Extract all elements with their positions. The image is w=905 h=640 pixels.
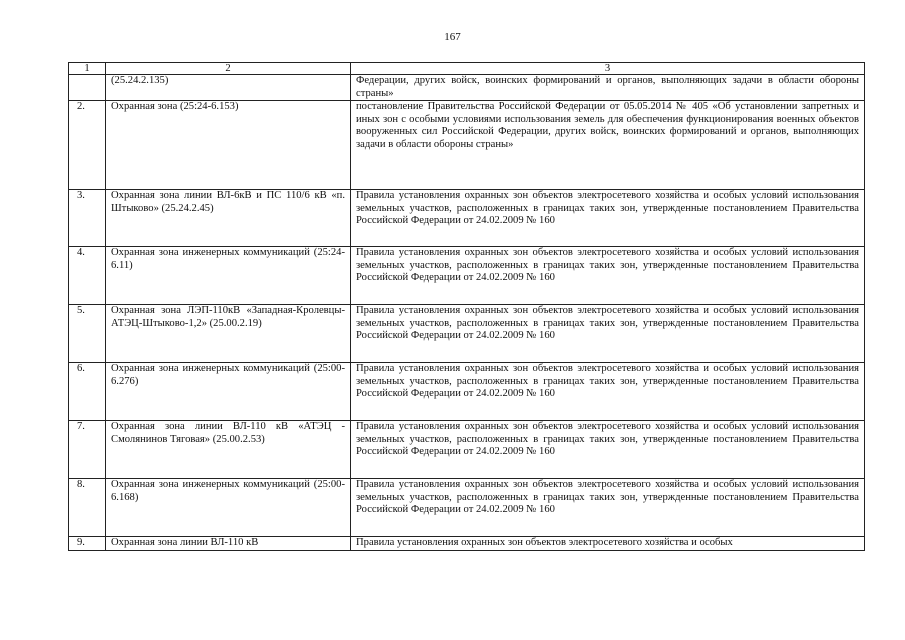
column-header-2: 2 — [106, 63, 351, 75]
legal-basis: Правила установления охранных зон объектов электросетевого хозяйства и особых условий использования земельных участков, расположенных в границах таких зон, утвержденные постановлением Правительства Российской Федерации от 24.02.2009 № 160 — [351, 305, 865, 363]
zone-name-cell — [106, 537, 351, 551]
zone-name: Охранная зона инженерных коммуникаций (25:00-6.168) — [106, 479, 351, 537]
table-row — [69, 479, 865, 537]
row-number: 7. — [69, 421, 106, 479]
table-row — [69, 190, 865, 247]
column-header-1: 1 — [69, 63, 106, 75]
table-row — [69, 247, 865, 305]
zone-name: (25.24.2.135) — [106, 75, 351, 101]
legal-basis: Правила установления охранных зон объектов электросетевого хозяйства и особых условий использования земельных участков, расположенных в границах таких зон, утвержденные постановлением Правительства Российской Федерации от 24.02.2009 № 160 — [351, 421, 865, 479]
row-number: 5. — [69, 305, 106, 363]
legal-basis: Правила установления охранных зон объектов электросетевого хозяйства и особых условий использования земельных участков, расположенных в границах таких зон, утвержденные постановлением Правительства Российской Федерации от 24.02.2009 № 160 — [351, 190, 865, 247]
row-number: 2. — [69, 101, 106, 190]
legal-basis: Федерации, других войск, воинских формирований и органов, выполняющих задачи в области обороны страны» — [351, 75, 865, 101]
row-number: 8. — [69, 479, 106, 537]
table-row — [69, 421, 865, 479]
zones-table — [68, 62, 865, 551]
legal-basis-cell — [351, 537, 865, 551]
row-number — [69, 75, 106, 101]
table-row — [69, 101, 865, 190]
table-row — [69, 363, 865, 421]
row-number: 6. — [69, 363, 106, 421]
legal-basis: Правила установления охранных зон объектов электросетевого хозяйства и особых условий использования земельных участков, расположенных в границах таких зон, утвержденные постановлением Правительства Российской Федерации от 24.02.2009 № 160 — [351, 247, 865, 305]
zone-name: Охранная зона (25:24-6.153) — [106, 101, 351, 190]
row-number: 4. — [69, 247, 106, 305]
zone-name: Охранная зона ЛЭП-110кВ «Западная-Кролевцы-АТЭЦ-Штыково-1,2» (25.00.2.19) — [106, 305, 351, 363]
table-row — [69, 75, 865, 101]
zone-name: Охранная зона инженерных коммуникаций (25:24-6.11) — [106, 247, 351, 305]
row-number: 3. — [69, 190, 106, 247]
legal-basis: Правила установления охранных зон объектов электросетевого хозяйства и особых — [356, 537, 733, 548]
legal-basis: Правила установления охранных зон объектов электросетевого хозяйства и особых условий использования земельных участков, расположенных в границах таких зон, утвержденные постановлением Правительства Российской Федерации от 24.02.2009 № 160 — [351, 479, 865, 537]
legal-basis: постановление Правительства Российской Федерации от 05.05.2014 № 405 «Об установлении запретных и иных зон с особыми условиями использования земель для обеспечения функционирования военных объектов вооруженных сил Российской Федерации, других войск, воинских формирований и органов, выполняющих задачи в области обороны страны» — [351, 101, 865, 190]
table-header-row — [69, 63, 865, 75]
row-number: 9. — [69, 537, 106, 551]
table-row — [69, 305, 865, 363]
zone-name: Охранная зона линии ВЛ-6кВ и ПС 110/6 кВ «п. Штыково» (25.24.2.45) — [106, 190, 351, 247]
legal-basis: Правила установления охранных зон объектов электросетевого хозяйства и особых условий использования земельных участков, расположенных в границах таких зон, утвержденные постановлением Правительства Российской Федерации от 24.02.2009 № 160 — [351, 363, 865, 421]
zone-name: Охранная зона линии ВЛ-110 кВ «АТЭЦ - Смолянинов Тяговая» (25.00.2.53) — [106, 421, 351, 479]
page-number: 167 — [444, 31, 461, 43]
zone-name: Охранная зона инженерных коммуникаций (25:00-6.276) — [106, 363, 351, 421]
table-row — [69, 537, 865, 551]
zone-name: Охранная зона линии ВЛ-110 кВ — [111, 537, 259, 548]
column-header-3: 3 — [351, 63, 865, 75]
